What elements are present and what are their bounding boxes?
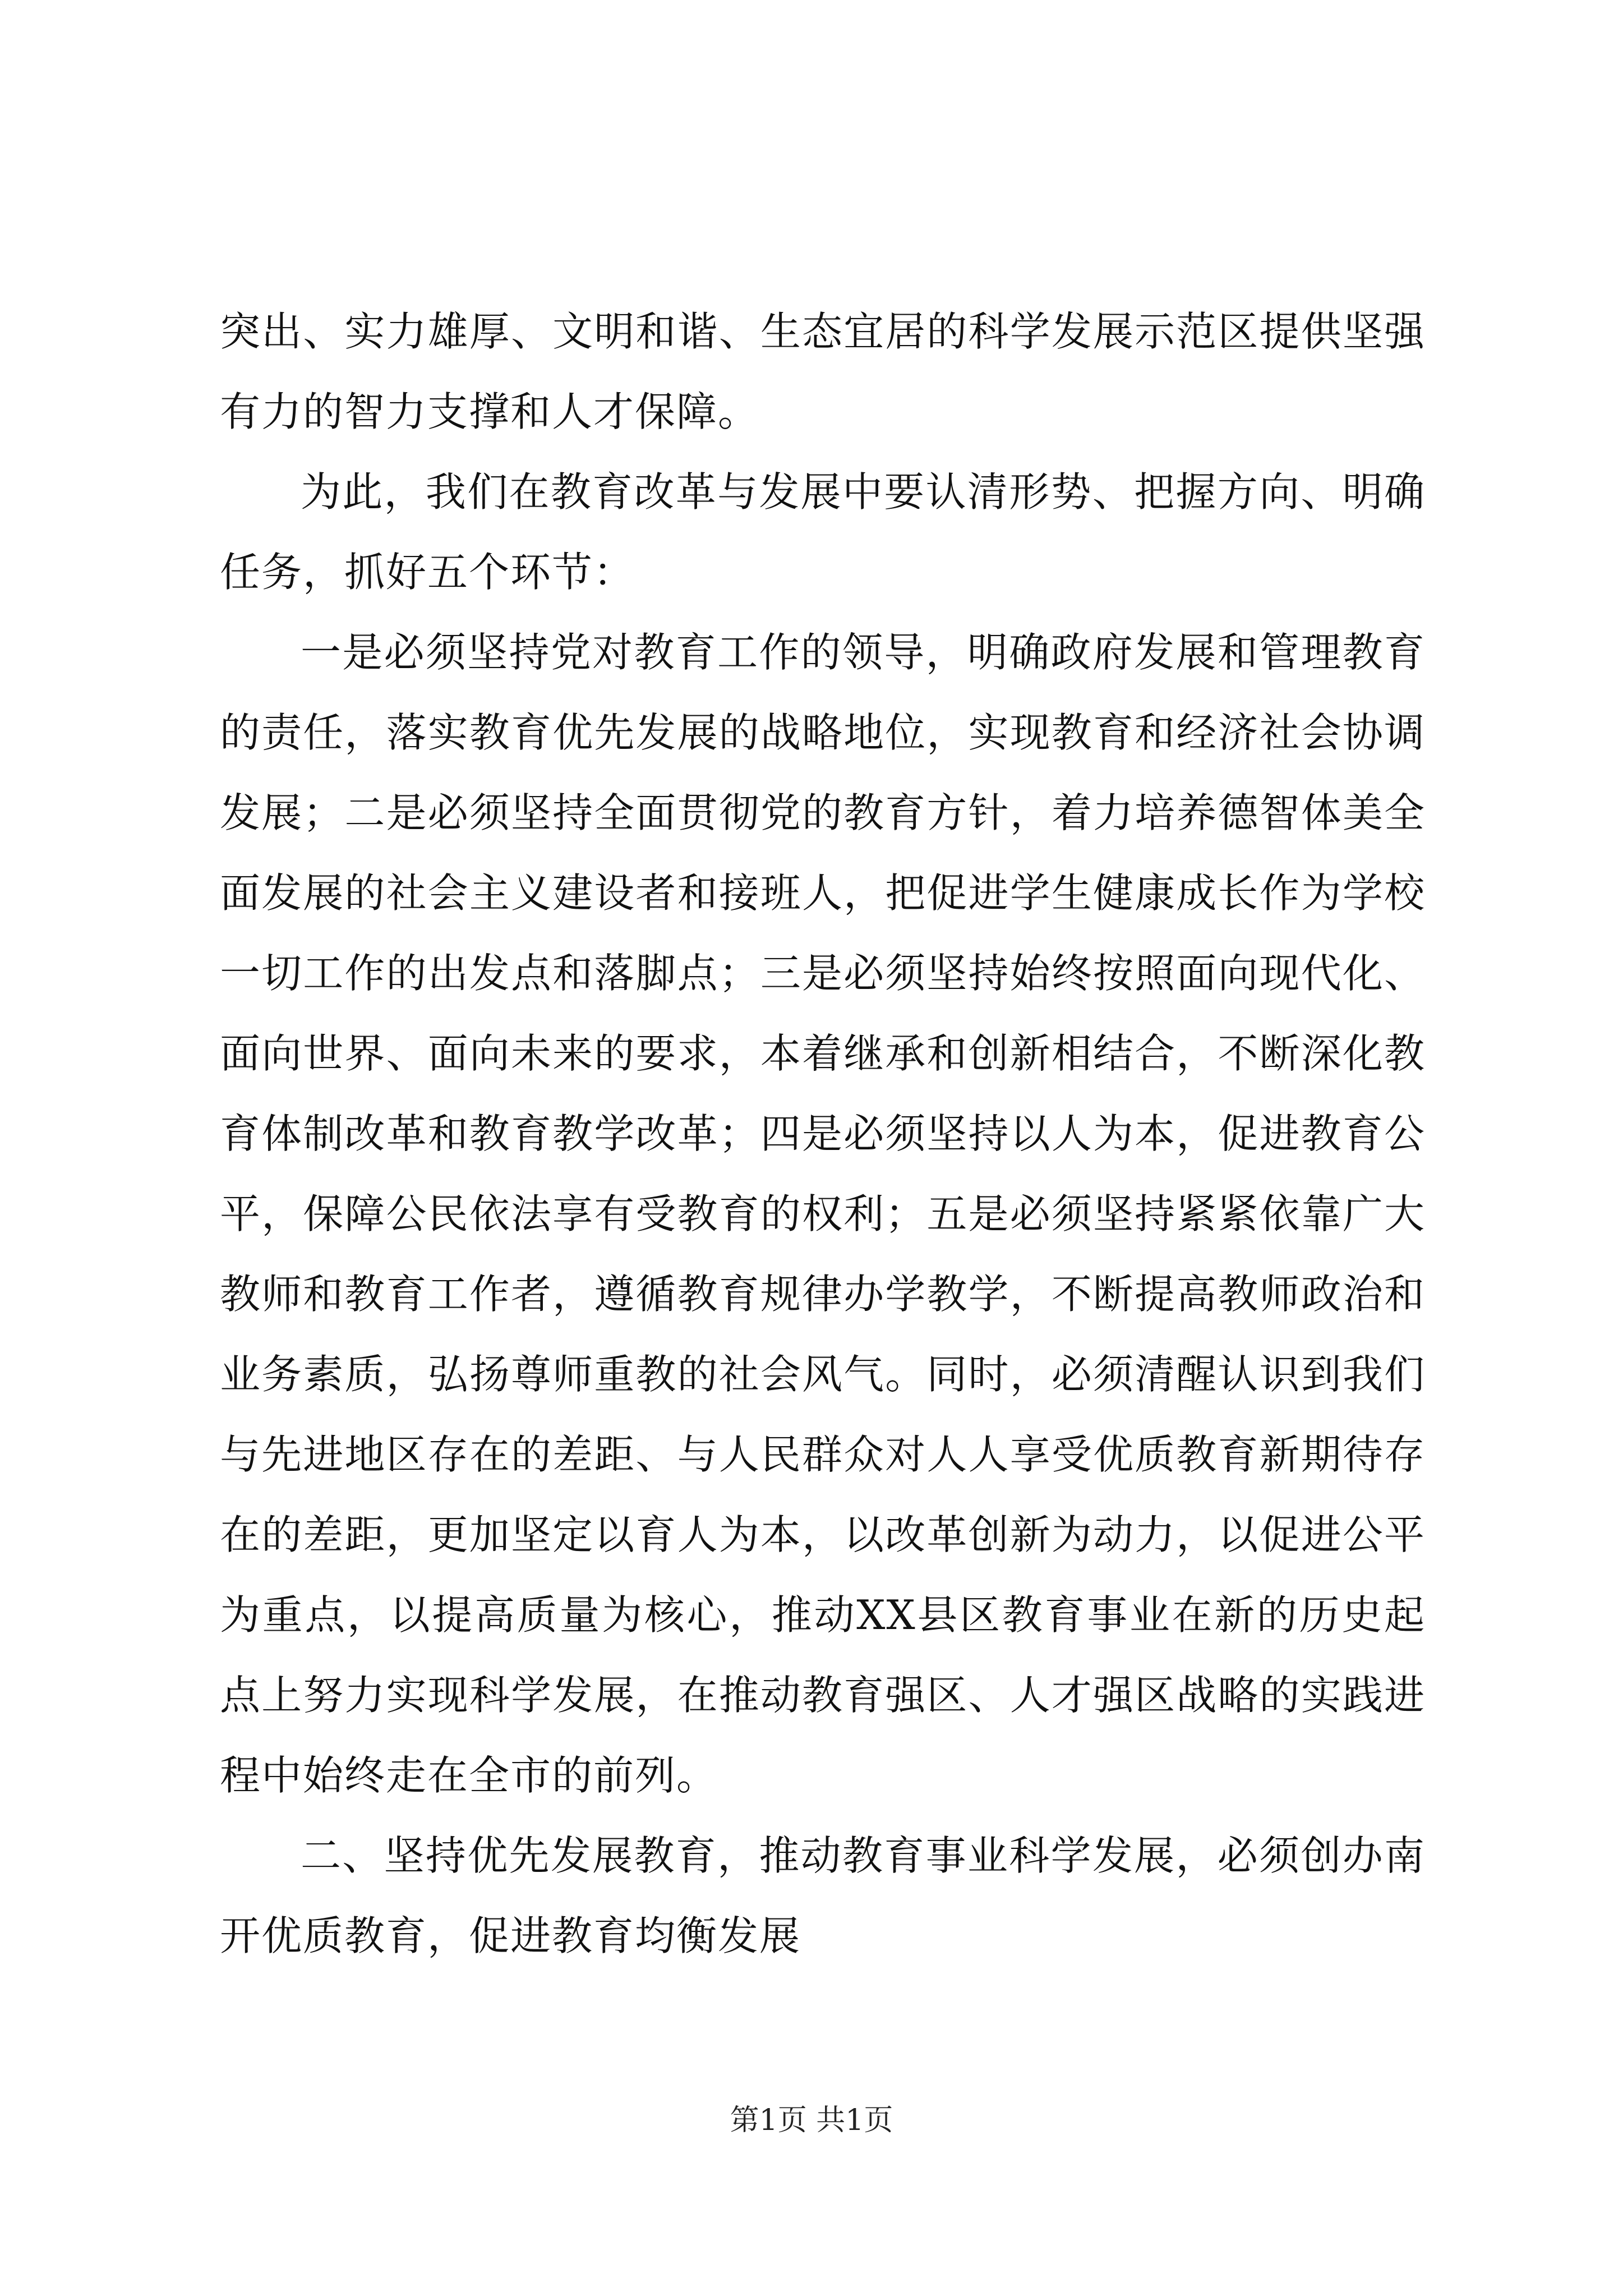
page-footer: 第1页 共1页	[730, 2104, 893, 2137]
paragraph-continuation: 突出、实力雄厚、文明和谐、生态宜居的科学发展示范区提供坚强有力的智力支撑和人才保障。	[220, 308, 1426, 435]
paragraph-five-links: 一是必须坚持党对教育工作的领导，明确政府发展和管理教育的责任，落实教育优先发展的战略地位，实现教育和经济社会协调发展；二是必须坚持全面贯彻党的教育方针，着力培养德智体美全面发展的社会主义建设者和接班人，把促进学生健康成长作为学校一切工作的出发点和落脚点；三是必须坚持始终按照面向现代化、面向世界、面向未来的要求，本着继承和创新相结合，不断深化教育体制改革和教育教学改革；四是必须坚持以人为本，促进教育公平，保障公民依法享有受教育的权利；五是必须坚持紧紧依靠广大教师和教育工作者，遵循教育规律办学教学，不断提高教师政治和业务素质，弘扬尊师重教的社会风气。同时，必须清醒认识到我们与先进地区存在的差距、与人民群众对人人享受优质教育新期待存在的差距，更加坚定以育人为本，以改革创新为动力，以促进公平为重点，以提高质量为核心，推动XX县区教育事业在新的历史起点上努力实现科学发展，在推动教育强区、人才强区战略的实践进程中始终走在全市的前列。	[220, 629, 1426, 1799]
document-body	[220, 292, 1426, 1976]
section-heading-two: 二、坚持优先发展教育，推动教育事业科学发展，必须创办南开优质教育，促进教育均衡发展	[220, 1832, 1426, 1959]
paragraph-intro: 为此，我们在教育改革与发展中要认清形势、把握方向、明确任务，抓好五个环节：	[220, 468, 1426, 596]
